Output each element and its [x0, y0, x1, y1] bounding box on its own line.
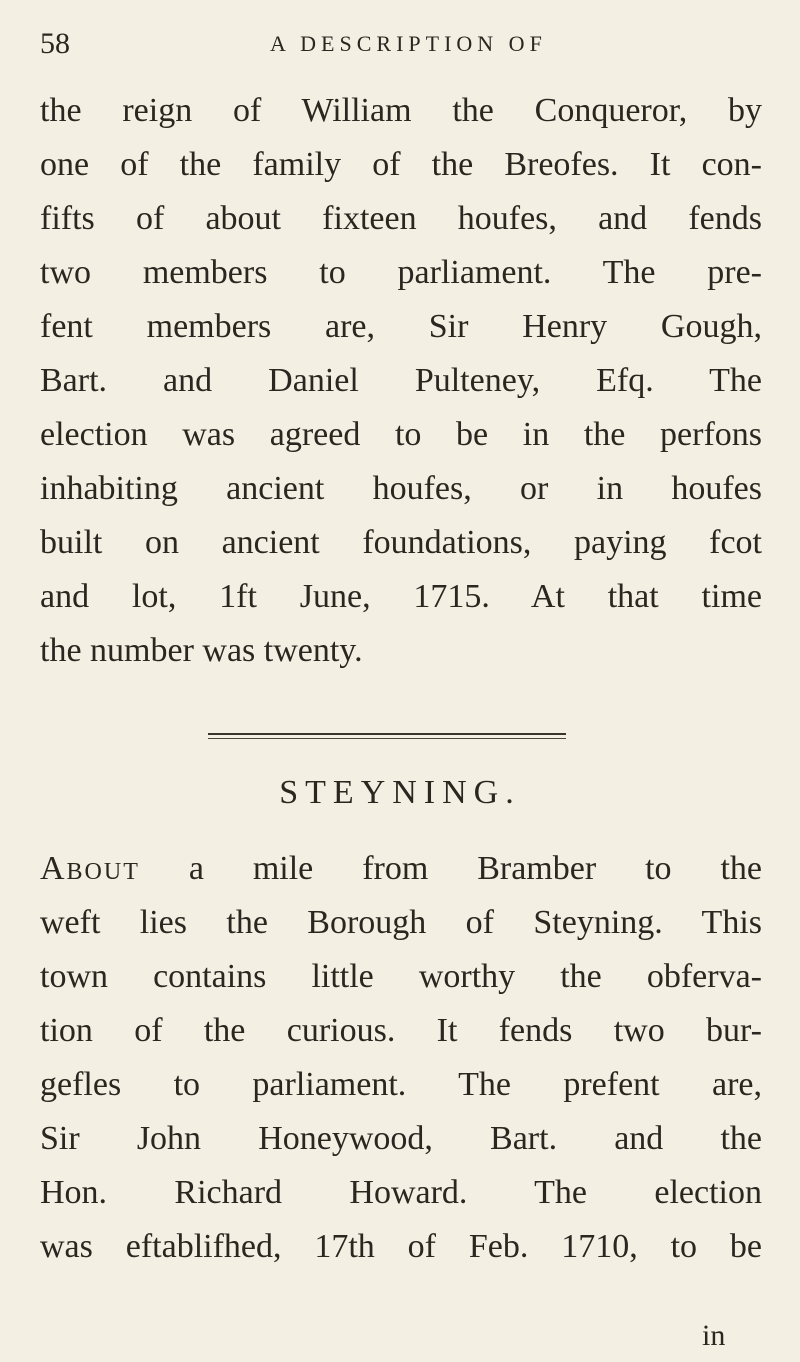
paragraph-continuation	[40, 84, 762, 678]
text-line: fent members are, Sir Henry Gough,	[40, 308, 762, 345]
opening-word: About	[40, 850, 140, 887]
divider-thick-line	[208, 733, 566, 735]
section-divider-rule	[208, 733, 566, 739]
text-line: the reign of William the Conqueror, by	[40, 92, 762, 129]
catchword: in	[702, 1319, 726, 1352]
running-head	[40, 22, 760, 66]
divider-thin-line	[208, 738, 566, 739]
text-line: inhabiting ancient houfes, or in houfes	[40, 470, 762, 507]
text-line: fifts of about fixteen houfes, and fends	[40, 200, 762, 237]
text-line: Bart. and Daniel Pulteney, Efq. The	[40, 362, 762, 399]
opening-line-rest: a mile from Bramber to the	[139, 850, 762, 887]
text-line: and lot, 1ft June, 1715. At that time	[40, 578, 762, 615]
running-title: A DESCRIPTION OF	[270, 31, 547, 56]
text-line: built on ancient foundations, paying fcot	[40, 524, 762, 561]
text-line: Sir John Honeywood, Bart. and the	[40, 1120, 762, 1157]
text-line: Hon. Richard Howard. The election	[40, 1174, 762, 1211]
page-number: 58	[40, 27, 70, 60]
text-line: tion of the curious. It fends two bur-	[40, 1012, 762, 1049]
text-line: gefles to parliament. The prefent are,	[40, 1066, 762, 1103]
text-line: one of the family of the Breofes. It con-	[40, 146, 762, 183]
section-heading: STEYNING.	[279, 774, 521, 811]
text-line: election was agreed to be in the perfons	[40, 416, 762, 453]
text-line: weft lies the Borough of Steyning. This	[40, 904, 762, 941]
text-line: the number was twenty.	[40, 632, 363, 669]
text-line: town contains little worthy the obferva-	[40, 958, 762, 995]
text-line-first	[40, 842, 762, 896]
text-line: was eftablifhed, 17th of Feb. 1710, to be	[40, 1228, 762, 1265]
text-line: two members to parliament. The pre-	[40, 254, 762, 291]
paragraph-steyning	[40, 842, 762, 1274]
